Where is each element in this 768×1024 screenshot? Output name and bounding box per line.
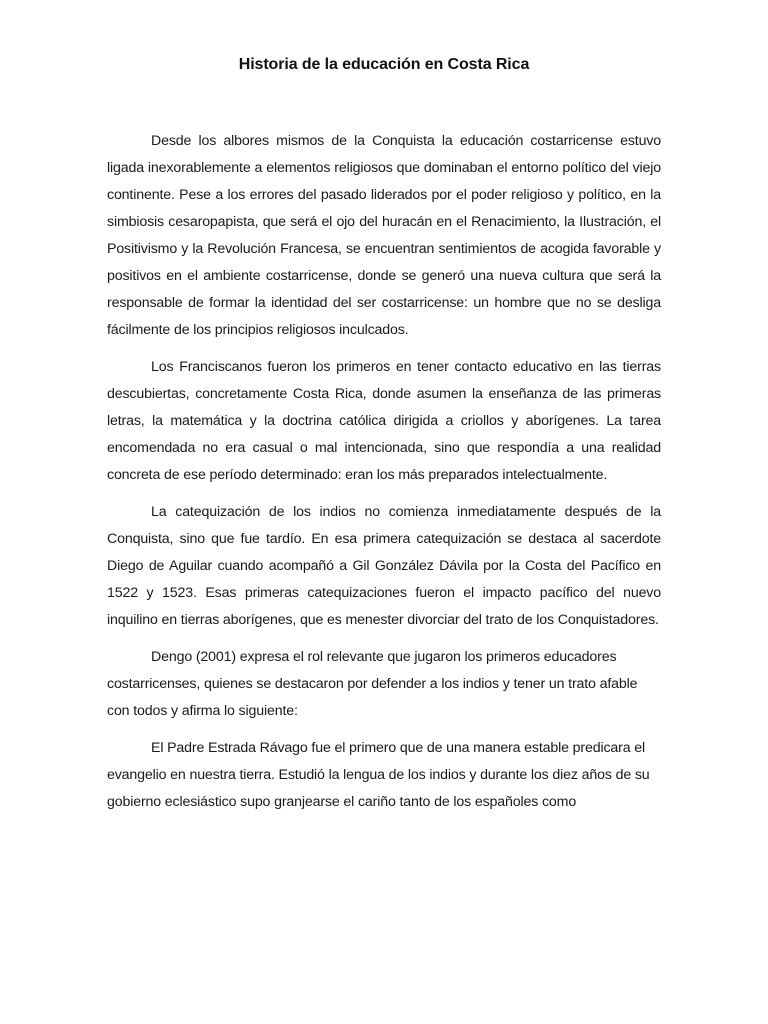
- paragraph-padre-estrada: El Padre Estrada Rávago fue el primero que de una manera estable predicara el evangelio en nuestra tierra. Estudió la lengua de los indios y durante los diez años de su gobierno eclesiástico supo granjearse el cariño tanto de los españoles como: [107, 740, 650, 810]
- paragraph-catequizacion: La catequización de los indios no comienza inmediatamente después de la Conquista, sino que fue tardío. En esa primera catequización se destaca al sacerdote Diego de Aguilar cuando acompañó a Gil González Dávila por la Costa del Pacífico en 1522 y 1523. Esas primeras catequizaciones fueron el impacto pacífico del nuevo inquilino en tierras aborígenes, que es menester divorciar del trato de los Conquistadores.: [107, 504, 661, 628]
- paragraph-dengo: Dengo (2001) expresa el rol relevante que jugaron los primeros educadores costarricenses, quienes se destacaron por defender a los indios y tener un trato afable con todos y afirma lo siguiente:: [107, 649, 638, 719]
- paragraph-conquista: Desde los albores mismos de la Conquista la educación costarricense estuvo ligada inexorablemente a elementos religiosos que dominaban el entorno político del viejo continente. Pese a los errores del pasado liderados por el poder religioso y político, en la simbiosis cesaropapista, que será el ojo del huracán en el Renacimiento, la Ilustración, el Positivismo y la Revolución Francesa, se encuentran sentimientos de acogida favorable y positivos en el ambiente costarricense, donde se generó una nueva cultura que será la responsable de formar la identidad del ser costarricense: un hombre que no se desliga fácilmente de los principios religiosos inculcados.: [107, 133, 661, 338]
- document-page: [107, 0, 661, 816]
- paragraph-franciscanos: Los Franciscanos fueron los primeros en tener contacto educativo en las tierras descubiertas, concretamente Costa Rica, donde asumen la enseñanza de las primeras letras, la matemática y la doctrina católica dirigida a criollos y aborígenes. La tarea encomendada no era casual o mal intencionada, sino que respondía a una realidad concreta de ese período determinado: eran los más preparados intelectualmente.: [107, 359, 661, 483]
- document-title: Historia de la educación en Costa Rica: [238, 56, 530, 73]
